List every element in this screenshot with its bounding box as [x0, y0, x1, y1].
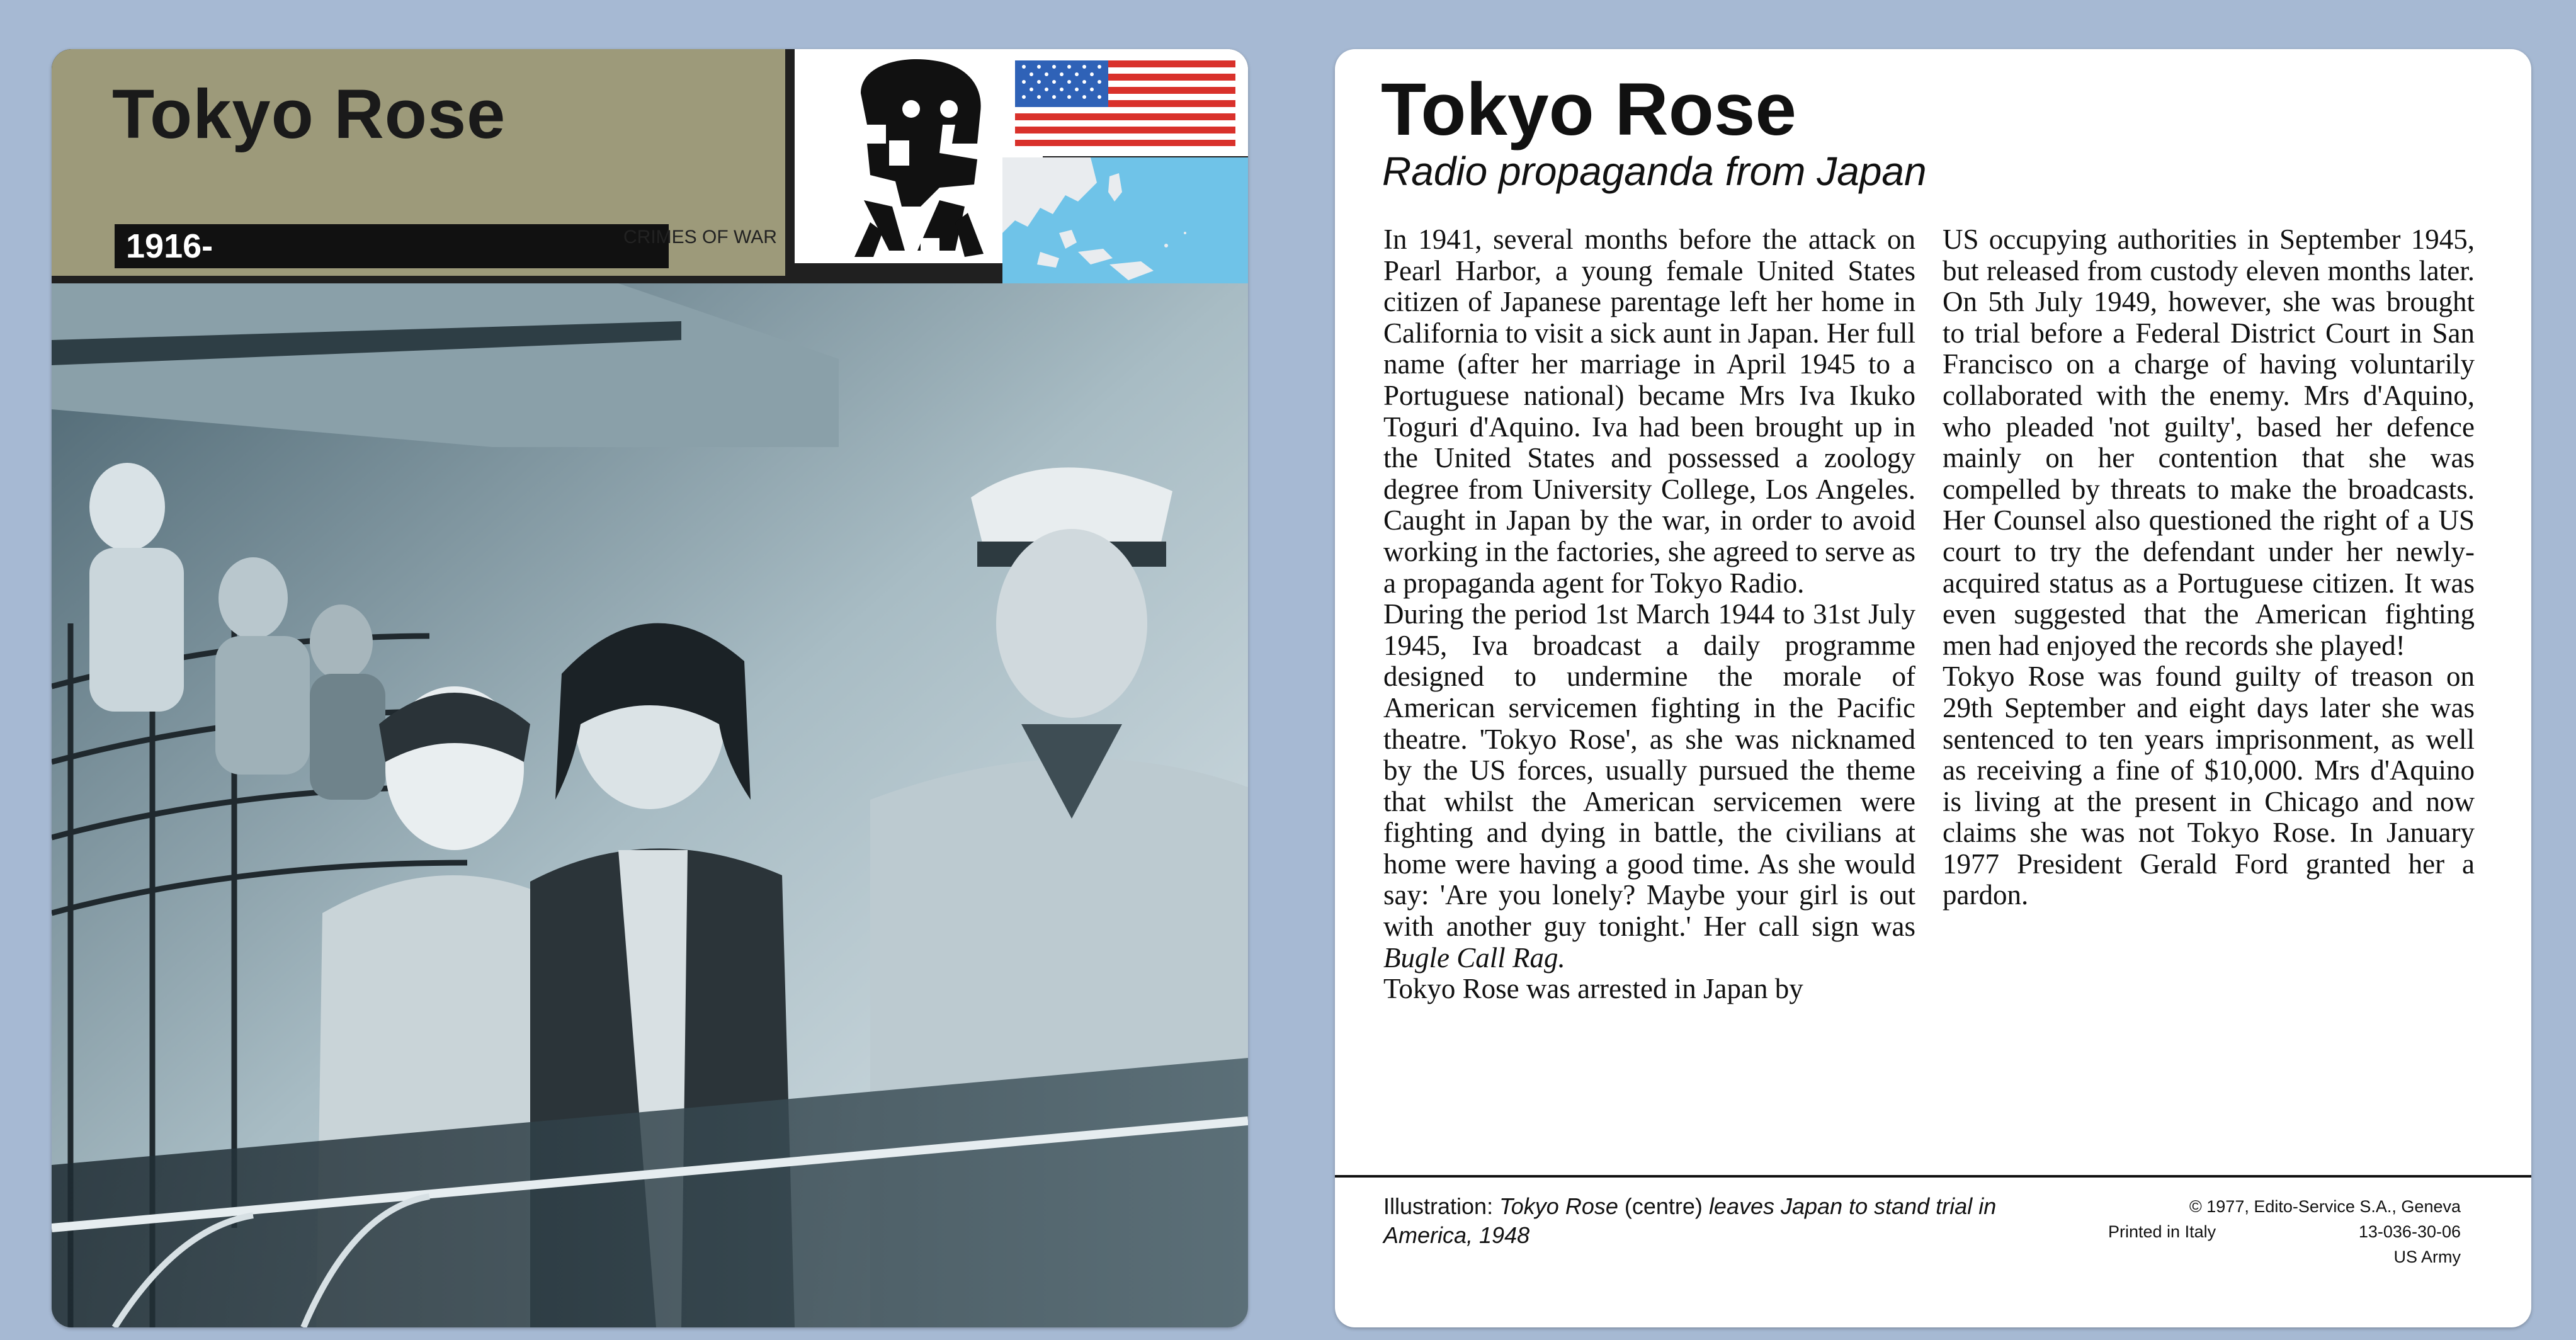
printed-in: Printed in Italy [2108, 1222, 2216, 1241]
copyright: © 1977, Edito-Service S.A., Geneva [2189, 1197, 2461, 1216]
front-header [52, 49, 1248, 276]
back-title: Tokyo Rose [1381, 68, 1797, 151]
us-flag-icon [1002, 49, 1248, 156]
text-column-left [1383, 224, 1915, 1005]
front-title: Tokyo Rose [112, 76, 506, 153]
credits [2108, 1194, 2461, 1269]
historical-photo [52, 283, 1248, 1327]
paragraph: In 1941, several months before the attack on Pearl Harbor, a young female United States citizen of Japanese parentage left her home in California to visit a sick aunt in Japan. Her full name (after her marriage in April 1945 to a Portuguese national) became Mrs Iva Ikuko Toguri d'Aquino. Iva had been brought up in the United States and possessed a zoology degree from University College, Los Angeles. Caught in Japan by the war, in order to avoid working in the factories, she agreed to serve as a propaganda agent for Tokyo Radio. [1383, 224, 1915, 599]
paragraph: During the period 1st March 1944 to 31st July 1945, Iva broadcast a daily programme designed to undermine the morale of American servicemen fighting in the Pacific theatre. 'Tokyo Rose', as she was nicknamed by the US forces, usually pursued the theme that whilst the American servicemen were fighting and dying in battle, the civilians at home were having a good time. As she would say: 'Are you lonely? Maybe your girl is out with another guy tonight.' Her call sign was Bugle Call Rag. [1383, 598, 1915, 974]
footer-divider [1335, 1175, 2531, 1178]
paragraph: US occupying authorities in September 1945, but released from custody eleven months later. On 5th July 1949, however, she was brought to trial before a Federal District Court in San Francisco on a charge of having voluntarily collaborated with the enemy. Mrs d'Aquino, who pleaded 'not guilty', based her defence mainly on her contention that she was compelled by threats to make the broadcasts. Her Counsel also questioned the right of a US court to try the defendant under her newly-acquired status as a Portuguese citizen. It was even suggested that the American fighting men had enjoyed the records she played! [1943, 224, 2475, 661]
front-card [52, 49, 1248, 1327]
call-sign: Bugle Call Rag. [1383, 941, 1565, 974]
paragraph: Tokyo Rose was arrested in Japan by [1383, 973, 1803, 1005]
year-label: 1916- [126, 227, 213, 265]
card-code: 13-036-30-06 [2358, 1222, 2461, 1241]
back-subtitle: Radio propaganda from Japan [1382, 149, 1927, 194]
category-label: CRIMES OF WAR [623, 227, 777, 247]
photo-source: US Army [2393, 1247, 2461, 1266]
pacific-map-icon [1002, 157, 1248, 283]
paragraph: Tokyo Rose was found guilty of treason on 29th September and eight days later she was sentenced to ten years imprisonment, as well as receiving a fine of $10,000. Mrs d'Aquino is living at the present in Chicago and now claims she was not Tokyo Rose. In January 1977 President Gerald Ford granted her a pardon. [1943, 661, 2475, 911]
back-card [1335, 49, 2531, 1327]
text-column-right [1943, 224, 2475, 911]
illustration-caption: Illustration: Tokyo Rose (centre) leaves Japan to stand trial in America, 1948 [1383, 1193, 1997, 1248]
